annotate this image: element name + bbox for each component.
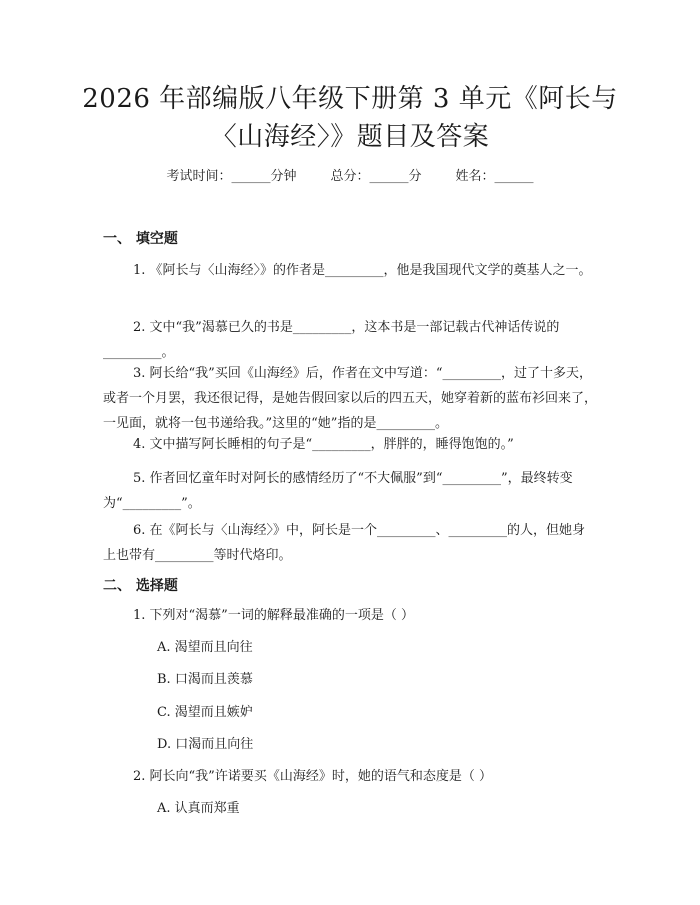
student-name: 姓名：______ (455, 169, 534, 184)
choice-1-option-d: D. 口渴而且向往 (157, 737, 254, 752)
fill-question-6: 6. 在《阿长与〈山海经〉》中，阿长是一个_________、_________的人，但她身上也带有_________等时代烙印。 (103, 523, 586, 563)
choice-1-option-c: C. 渴望而且嫉妒 (157, 705, 253, 720)
fill-question-1: 1. 《阿长与〈山海经〉》的作者是_________，他是我国现代文学的奠基人之一。 (133, 263, 592, 278)
section-heading-choice: 二、 选择题 (103, 578, 178, 594)
document-title (60, 80, 640, 156)
choice-1-option-b: B. 口渴而且羡慕 (157, 672, 253, 687)
choice-2-option-a: A. 认真而郑重 (157, 801, 240, 816)
exam-score: 总分：______分 (330, 169, 422, 184)
title-line-2: 〈山海经〉》题目及答案 (210, 122, 490, 152)
title-line-1: 2026 年部编版八年级下册第 3 单元《阿长与 (82, 84, 618, 114)
fill-question-3: 3. 阿长给“我”买回《山海经》后，作者在文中写道：“_________，过了十多天，或者一个月罢，我还很记得，是她告假回家以后的四五天，她穿着新的蓝布衫回来了，一见面，就将一包书递给我。”这里的“她”指的是_________。 (103, 366, 598, 431)
fill-question-5: 5. 作者回忆童年时对阿长的感情经历了“不大佩服”到“_________”，最终转变为“_________”。 (103, 471, 573, 511)
section-heading-fill: 一、 填空题 (103, 231, 178, 247)
choice-question-1: 1. 下列对“渴慕”一词的解释最准确的一项是（ ） (133, 608, 414, 623)
choice-question-2: 2. 阿长向“我”许诺要买《山海经》时，她的语气和态度是（ ） (133, 769, 492, 784)
fill-question-2: 2. 文中“我”渴慕已久的书是_________，这本书是一部记载古代神话传说的_________。 (103, 320, 560, 360)
choice-1-option-a: A. 渴望而且向往 (157, 640, 253, 655)
exam-meta (0, 167, 700, 187)
exam-time: 考试时间：______分钟 (166, 169, 297, 184)
fill-question-4: 4. 文中描写阿长睡相的句子是“_________，胖胖的，睡得饱饱的。” (133, 437, 514, 452)
